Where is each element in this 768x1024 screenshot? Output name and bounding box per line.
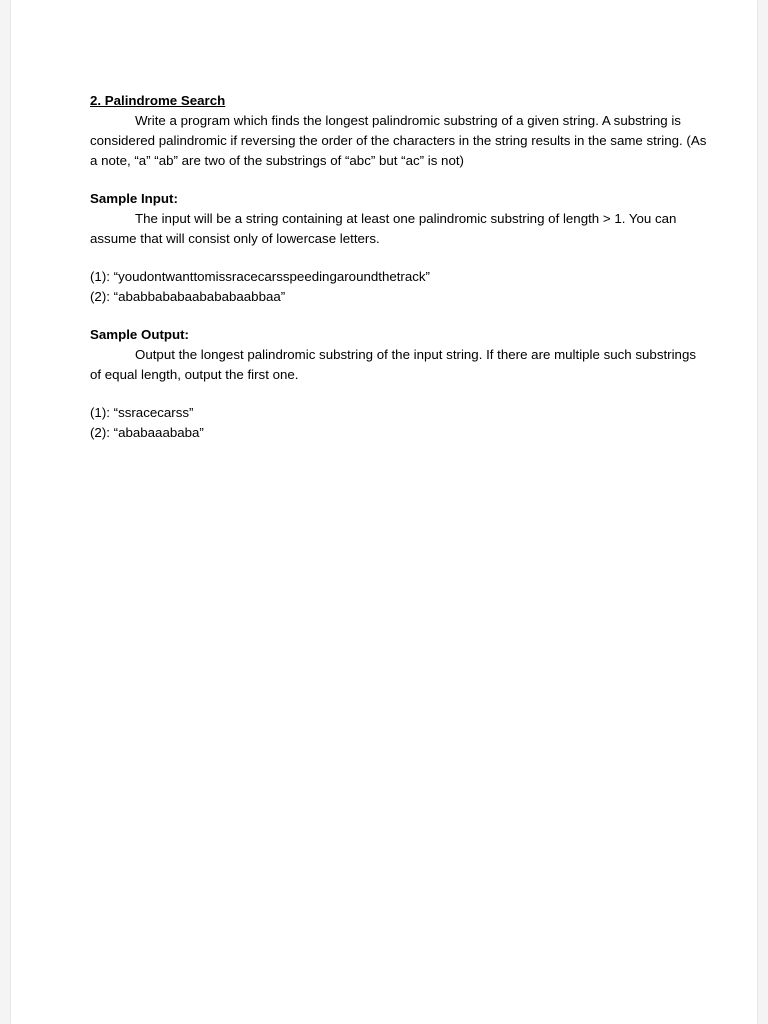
- section-intro: Write a program which finds the longest palindromic substring of a given string. A substring is considered palindromic if reversing the order of the characters in the string results in the same string. (As a note, “a” “ab” are two of the substrings of “abc” but “ac” is not): [90, 113, 707, 168]
- sample-input-description: The input will be a string containing at least one palindromic substring of length > 1. You can assume that will consist only of lowercase letters.: [90, 211, 677, 246]
- sample-output-description: Output the longest palindromic substring of the input string. If there are multiple such substrings of equal length, output the first one.: [90, 347, 696, 382]
- document-content: [90, 91, 710, 443]
- sample-output-example: (1): “ssracecarss”: [90, 405, 194, 420]
- sample-output-example: (2): “ababaaababa”: [90, 425, 204, 440]
- sample-input-example: (1): “youdontwanttomissracecarsspeedingaroundthetrack”: [90, 269, 430, 284]
- sample-input-example: (2): “ababbababaabababaabbaa”: [90, 289, 286, 304]
- spacer: [90, 385, 710, 403]
- spacer: [90, 307, 710, 325]
- sample-input-heading: Sample Input:: [90, 191, 178, 206]
- section-title: 2. Palindrome Search: [90, 93, 226, 108]
- sample-output-heading: Sample Output:: [90, 327, 189, 342]
- spacer: [90, 171, 710, 189]
- document-page: [11, 0, 757, 1024]
- spacer: [90, 249, 710, 267]
